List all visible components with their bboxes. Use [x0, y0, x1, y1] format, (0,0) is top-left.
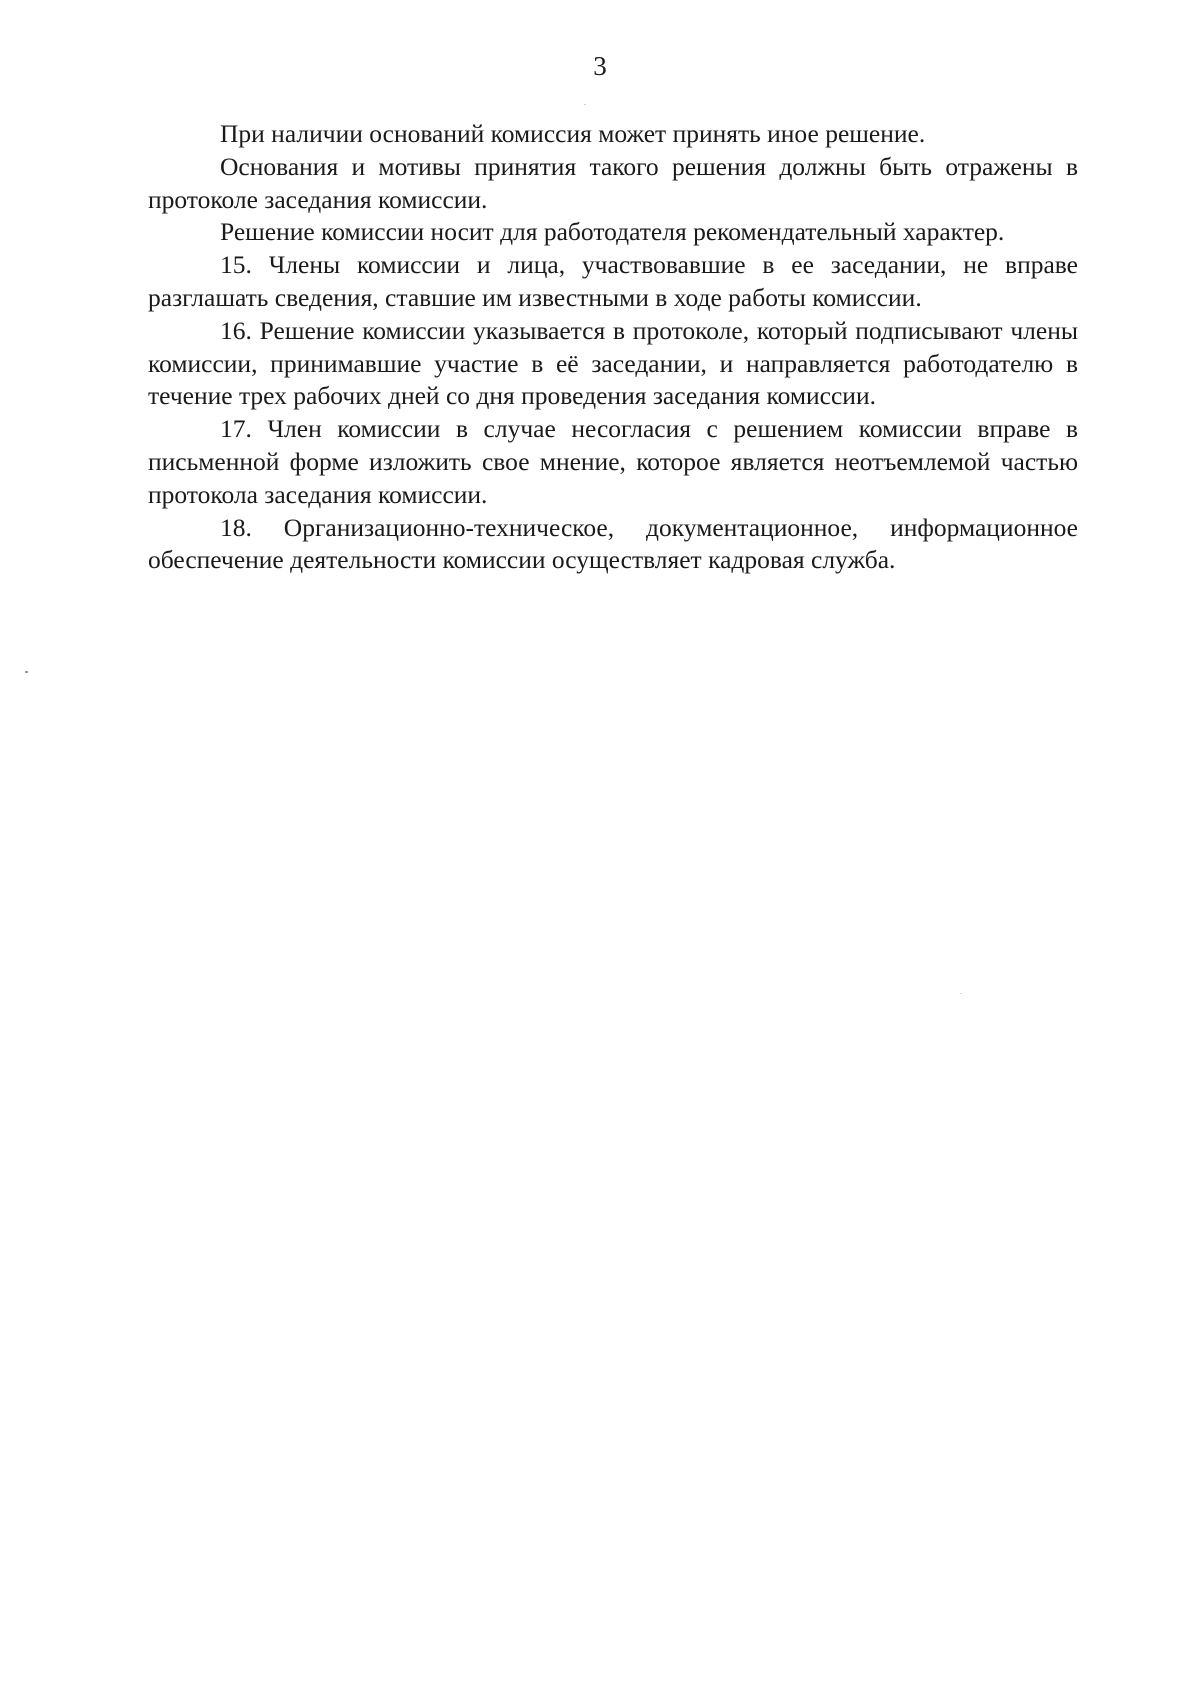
paragraph-item-16-protocol: 16. Решение комиссии указывается в протоколе, который подписывают члены комиссии, принимавшие участие в её заседании, и направляется работодателю в течение трех рабочих дней со дня проведения заседания комиссии. — [148, 315, 1078, 411]
paragraph-alternative-decision: При наличии оснований комиссия может принять иное решение. — [220, 119, 926, 148]
page-number: 3 — [593, 51, 607, 81]
paragraph-decision-grounds: Основания и мотивы принятия такого решения должны быть отражены в протоколе заседания комиссии. — [148, 151, 1078, 214]
scan-speck — [25, 671, 28, 673]
scan-speck — [960, 993, 962, 994]
paragraph-item-17-dissent: 17. Член комиссии в случае несогласия с решением комиссии вправе в письменной форме изложить свое мнение, которое является неотъемлемой частью протокола заседания комиссии. — [148, 414, 1078, 509]
document-body — [148, 118, 1078, 577]
paragraph-item-15-confidentiality: 15. Члены комиссии и лица, участвовавшие в ее заседании, не вправе разглашать сведения, ставшие им известными в ходе работы комиссии. — [148, 250, 1078, 312]
paragraph-item-18-support: 18. Организационно-техническое, документационное, информационное обеспечение деятельности комиссии осуществляет кадровая служба. — [148, 512, 1078, 575]
paragraph-recommendation-nature: Решение комиссии носит для работодателя рекомендательный характер. — [220, 217, 1005, 247]
scan-speck — [584, 104, 586, 105]
